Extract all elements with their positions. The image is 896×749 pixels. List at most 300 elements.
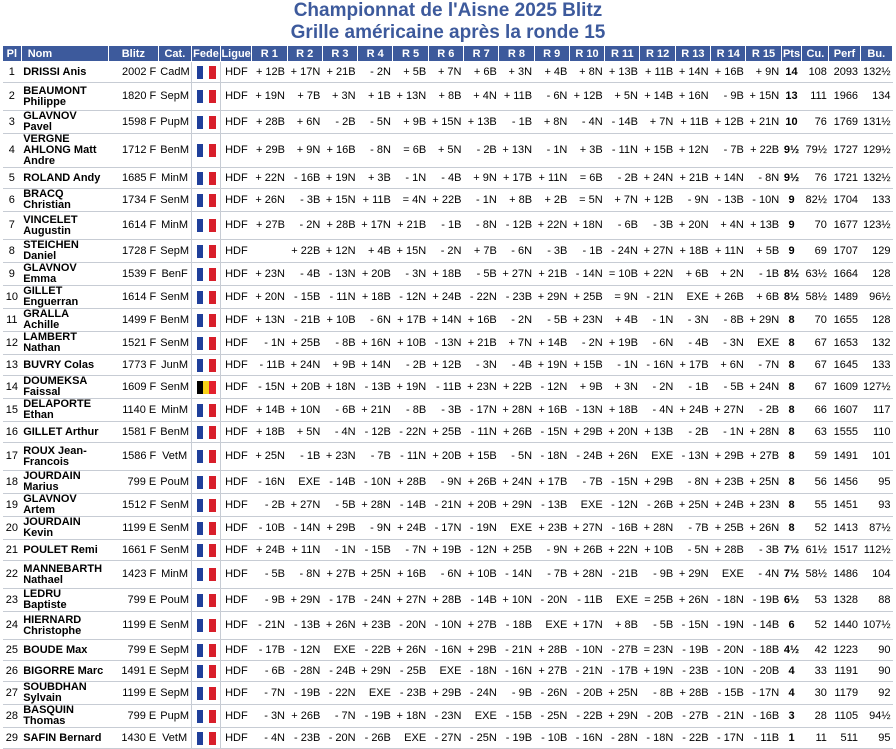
round-result: + 17N [569, 612, 604, 640]
round-result: + 22N [640, 263, 675, 286]
federation-cell [191, 111, 220, 134]
round-result: - 11B [428, 376, 463, 399]
round-result: + 11N [534, 168, 569, 189]
round-result: - 6B [322, 399, 357, 422]
round-result: + 18B [675, 240, 710, 263]
round-result: + 14N [358, 355, 393, 376]
table-row[interactable] [3, 83, 893, 111]
category: BenM [158, 134, 191, 168]
round-result: + 27N [287, 494, 322, 517]
france-flag-icon [197, 314, 216, 327]
table-row[interactable] [3, 612, 893, 640]
round-result: + 18N [393, 705, 428, 728]
place-cell: 22 [3, 561, 22, 589]
round-result: - 4N [640, 399, 675, 422]
blitz-rating: 1199 E [108, 612, 158, 640]
round-result: + 8N [534, 111, 569, 134]
cumulative: 56 [802, 471, 829, 494]
federation-cell [191, 134, 220, 168]
performance: 1609 [829, 376, 860, 399]
player-name: GILLET Enguerran [21, 286, 108, 309]
points: 1 [781, 728, 802, 749]
buchholz: 131½ [860, 111, 892, 134]
cumulative: 108 [802, 62, 829, 83]
round-result: - 13N [428, 332, 463, 355]
points: 3 [781, 705, 802, 728]
col-header-round-2[interactable]: R 2 [287, 46, 322, 62]
col-header-round-13[interactable]: R 13 [675, 46, 710, 62]
round-result: - 22B [675, 728, 710, 749]
round-result: + 4N [463, 83, 498, 111]
buchholz: 123½ [860, 212, 892, 240]
france-flag-icon [197, 144, 216, 157]
blitz-rating: 799 E [108, 589, 158, 612]
round-result: - 21N [569, 661, 604, 682]
round-result: + 28N [569, 561, 604, 589]
round-result: + 29N [605, 705, 640, 728]
league: HDF [221, 589, 252, 612]
buchholz: 110 [860, 422, 892, 443]
league: HDF [221, 309, 252, 332]
round-result: EXE [393, 728, 428, 749]
round-result: + 27N [569, 517, 604, 540]
round-result: + 18B [605, 399, 640, 422]
col-header-ligue[interactable]: Ligue [221, 47, 251, 60]
round-result: + 26B [499, 422, 534, 443]
table-row[interactable] [3, 168, 893, 189]
col-header-nom[interactable]: Nom [21, 46, 108, 62]
round-result [252, 240, 287, 263]
round-result: + 17B [534, 471, 569, 494]
round-result: - 20N [393, 612, 428, 640]
round-result: EXE [569, 494, 604, 517]
round-result: - 10B [252, 517, 287, 540]
round-result: - 9N [428, 471, 463, 494]
table-row[interactable] [3, 540, 893, 561]
league: HDF [221, 376, 252, 399]
round-result: - 12N [534, 376, 569, 399]
round-result: + 16N [675, 83, 710, 111]
table-row[interactable] [3, 399, 893, 422]
round-result: - 1B [287, 443, 322, 471]
place-cell: 2 [3, 83, 22, 111]
table-row[interactable] [3, 376, 893, 399]
table-row[interactable] [3, 134, 893, 168]
round-result: - 23B [287, 728, 322, 749]
page-subtitle: Grille américaine après la ronde 15 [290, 22, 606, 43]
performance: 1413 [829, 517, 860, 540]
round-result: - 24N [463, 682, 498, 705]
category: SenM [158, 332, 191, 355]
player-name: DELAPORTE Ethan [21, 399, 108, 422]
round-result: - 26B [640, 494, 675, 517]
round-result: - 15B [499, 705, 534, 728]
round-result: + 25N [358, 561, 393, 589]
col-header-round-3[interactable]: R 3 [322, 46, 357, 62]
player-name: VERGNE AHLONG Matt Andre [21, 134, 108, 168]
round-result: + 15N [393, 240, 428, 263]
buchholz: 128 [860, 309, 892, 332]
round-result: - 5B [252, 561, 287, 589]
blitz-rating: 1199 E [108, 517, 158, 540]
round-result: - 22N [463, 286, 498, 309]
round-result: + 13B [640, 422, 675, 443]
round-result: + 29B [640, 471, 675, 494]
round-result: + 23B [711, 471, 746, 494]
round-result: - 14N [499, 561, 534, 589]
federation-cell [191, 589, 220, 612]
points: 8½ [781, 286, 802, 309]
league: HDF [221, 189, 252, 212]
col-header-round-7[interactable]: R 7 [463, 46, 498, 62]
round-result: - 25B [393, 661, 428, 682]
buchholz: 132½ [860, 62, 892, 83]
round-result: EXE [534, 612, 569, 640]
round-result: + 22B [287, 240, 322, 263]
round-result: - 22N [322, 682, 357, 705]
col-header-round-9[interactable]: R 9 [534, 46, 569, 62]
col-header-bu[interactable]: Bu. [860, 46, 892, 62]
blitz-rating: 799 E [108, 471, 158, 494]
round-result: - 26N [534, 682, 569, 705]
points: 9½ [781, 134, 802, 168]
blitz-rating: 1728 F [108, 240, 158, 263]
cumulative: 33 [802, 661, 829, 682]
col-header-perf[interactable]: Perf [829, 46, 860, 62]
table-row[interactable] [3, 355, 893, 376]
round-result: + 10B [322, 309, 357, 332]
table-row[interactable] [3, 443, 893, 471]
round-result: + 28B [428, 589, 463, 612]
league: HDF [221, 240, 252, 263]
round-result: + 6N [711, 355, 746, 376]
round-result: - 11B [252, 355, 287, 376]
round-result: + 3B [569, 134, 604, 168]
blitz-rating: 1712 F [108, 134, 158, 168]
round-result: + 15B [569, 355, 604, 376]
cumulative: 111 [802, 83, 829, 111]
round-result: + 9N [746, 62, 781, 83]
col-header-round-15[interactable]: R 15 [746, 46, 781, 62]
table-row[interactable] [3, 661, 893, 682]
col-header-cat[interactable]: Cat. [158, 46, 191, 62]
table-row[interactable] [3, 189, 893, 212]
round-result: + 16B [463, 309, 498, 332]
round-result: + 21B [322, 62, 357, 83]
points: 9 [781, 212, 802, 240]
points: 7½ [781, 540, 802, 561]
col-header-round-5[interactable]: R 5 [393, 46, 428, 62]
round-result: + 3B [358, 168, 393, 189]
round-result: + 26B [569, 540, 604, 561]
round-result: + 13B [746, 212, 781, 240]
round-result: + 5B [393, 62, 428, 83]
round-result: + 22B [746, 134, 781, 168]
category: SepM [158, 682, 191, 705]
points: 8 [781, 422, 802, 443]
round-result: + 13B [605, 62, 640, 83]
col-header-round-11[interactable]: R 11 [605, 46, 640, 62]
round-result: + 13B [463, 111, 498, 134]
round-result: - 22B [569, 705, 604, 728]
player-name: HIERNARD Christophe [21, 612, 108, 640]
cumulative: 58½ [802, 286, 829, 309]
france-flag-icon [197, 522, 216, 535]
col-header-round-8[interactable]: R 8 [499, 46, 534, 62]
round-result: - 3N [711, 332, 746, 355]
col-header-fede[interactable]: Fede [193, 47, 219, 60]
performance: 1677 [829, 212, 860, 240]
table-row[interactable] [3, 728, 893, 749]
round-result: + 18B [358, 286, 393, 309]
blitz-rating: 1199 E [108, 682, 158, 705]
col-header-round-6[interactable]: R 6 [428, 46, 463, 62]
blitz-rating: 1140 E [108, 399, 158, 422]
col-header-pl[interactable]: Pl [3, 46, 22, 62]
category: BenM [158, 422, 191, 443]
player-name: BIGORRE Marc [21, 661, 108, 682]
round-result: - 18N [534, 443, 569, 471]
round-result: - 3B [746, 540, 781, 561]
table-row[interactable] [3, 517, 893, 540]
round-result: + 24B [393, 517, 428, 540]
round-result: EXE [463, 705, 498, 728]
round-result: + 24B [711, 494, 746, 517]
table-row[interactable] [3, 682, 893, 705]
col-header-round-1[interactable]: R 1 [252, 46, 287, 62]
federation-cell [191, 728, 220, 749]
table-row[interactable] [3, 111, 893, 134]
round-result: - 5B [534, 309, 569, 332]
round-result: - 8N [463, 212, 498, 240]
table-row[interactable] [3, 286, 893, 309]
round-result: - 10N [569, 640, 604, 661]
place-cell: 26 [3, 661, 22, 682]
round-result: + 18B [428, 263, 463, 286]
round-result: - 11B [746, 728, 781, 749]
round-result: - 12N [463, 540, 498, 561]
category: SepM [158, 640, 191, 661]
category: PouM [158, 589, 191, 612]
round-result: + 23N [746, 494, 781, 517]
table-row[interactable] [3, 62, 893, 83]
round-result: - 1N [605, 355, 640, 376]
round-result: - 1B [499, 111, 534, 134]
points: 6½ [781, 589, 802, 612]
round-result: - 14N [569, 263, 604, 286]
round-result: - 2N [499, 309, 534, 332]
buchholz: 129 [860, 240, 892, 263]
round-result: - 27N [428, 728, 463, 749]
federation-cell [191, 355, 220, 376]
round-result: - 10N [711, 661, 746, 682]
round-result: + 26N [605, 443, 640, 471]
table-row[interactable] [3, 705, 893, 728]
round-result: - 2B [463, 134, 498, 168]
round-result: + 11B [499, 83, 534, 111]
round-result: - 8N [287, 561, 322, 589]
round-result: - 8B [640, 682, 675, 705]
points: 8½ [781, 263, 802, 286]
round-result: + 27N [640, 240, 675, 263]
round-result: + 28B [534, 640, 569, 661]
page-title: Championnat de l'Aisne 2025 Blitz [293, 0, 603, 21]
performance: 1517 [829, 540, 860, 561]
round-result: - 18N [463, 661, 498, 682]
round-result: - 22B [358, 640, 393, 661]
round-result: + 28N [499, 399, 534, 422]
table-row[interactable] [3, 212, 893, 240]
round-result: - 7B [569, 471, 604, 494]
round-result: - 6N [640, 332, 675, 355]
round-result: + 27N [711, 399, 746, 422]
cumulative: 61½ [802, 540, 829, 561]
league: HDF [221, 212, 252, 240]
table-row[interactable] [3, 561, 893, 589]
round-result: - 7B [711, 134, 746, 168]
table-row[interactable] [3, 471, 893, 494]
table-row[interactable] [3, 422, 893, 443]
round-result: + 19N [640, 661, 675, 682]
round-result: - 1B [428, 212, 463, 240]
round-result: + 19B [428, 540, 463, 561]
round-result: - 3B [287, 189, 322, 212]
table-row[interactable] [3, 494, 893, 517]
round-result: + 20B [463, 494, 498, 517]
federation-cell [191, 443, 220, 471]
round-result: - 4N [322, 422, 357, 443]
player-name: LAMBERT Nathan [21, 332, 108, 355]
round-result: - 3N [393, 263, 428, 286]
round-result: - 13B [711, 189, 746, 212]
table-row[interactable] [3, 589, 893, 612]
place-cell: 10 [3, 286, 22, 309]
round-result: - 26B [358, 728, 393, 749]
round-result: - 8B [393, 399, 428, 422]
round-result: - 10N [428, 612, 463, 640]
round-result: - 11N [393, 443, 428, 471]
round-result: + 29B [428, 682, 463, 705]
round-result: - 18B [499, 612, 534, 640]
player-name: ROUX Jean-Francois [21, 443, 108, 471]
table-row[interactable] [3, 309, 893, 332]
round-result: - 2B [252, 494, 287, 517]
round-result: - 27B [675, 705, 710, 728]
cumulative: 82½ [802, 189, 829, 212]
player-name: SAFIN Bernard [21, 728, 108, 749]
round-result: + 20B [287, 376, 322, 399]
place-cell: 6 [3, 189, 22, 212]
round-result: + 18B [252, 422, 287, 443]
round-result: = 5N [569, 189, 604, 212]
col-header-cu[interactable]: Cu. [802, 46, 829, 62]
round-result: - 16N [428, 640, 463, 661]
round-result: + 27B [534, 661, 569, 682]
player-name: JOURDAIN Marius [21, 471, 108, 494]
round-result: + 14N [428, 309, 463, 332]
blitz-rating: 1598 F [108, 111, 158, 134]
cumulative: 11 [802, 728, 829, 749]
points: 9 [781, 240, 802, 263]
round-result: + 11N [711, 240, 746, 263]
round-result: + 20N [675, 212, 710, 240]
france-flag-icon [197, 291, 216, 304]
league: HDF [221, 134, 252, 168]
col-header-round-12[interactable]: R 12 [640, 46, 675, 62]
col-header-pts[interactable]: Pts [782, 47, 801, 60]
league: HDF [221, 111, 252, 134]
league: HDF [221, 540, 252, 561]
round-result: + 12N [675, 134, 710, 168]
round-result: + 24B [252, 540, 287, 561]
round-result: - 12B [499, 212, 534, 240]
round-result: + 3N [499, 62, 534, 83]
round-result: - 5B [711, 376, 746, 399]
round-result: + 11B [358, 189, 393, 212]
round-result: + 28N [358, 494, 393, 517]
round-result: - 5B [640, 612, 675, 640]
round-result: - 8N [746, 168, 781, 189]
player-name: MANNEBARTH Nathael [21, 561, 108, 589]
table-row[interactable] [3, 240, 893, 263]
table-row[interactable] [3, 263, 893, 286]
round-result: + 28B [711, 540, 746, 561]
category: CadM [158, 62, 191, 83]
round-result: + 14N [711, 168, 746, 189]
round-result: - 1N [322, 540, 357, 561]
col-header-round-14[interactable]: R 14 [711, 46, 746, 62]
player-name: BOUDE Max [21, 640, 108, 661]
category: SenM [158, 189, 191, 212]
player-name: POULET Remi [21, 540, 108, 561]
points: 4½ [781, 640, 802, 661]
round-result: - 9B [252, 589, 287, 612]
round-result: EXE [358, 682, 393, 705]
round-result: + 17N [358, 212, 393, 240]
blitz-rating: 1491 E [108, 661, 158, 682]
performance: 1704 [829, 189, 860, 212]
place-cell: 19 [3, 494, 22, 517]
place-cell: 18 [3, 471, 22, 494]
round-result: - 2N [287, 212, 322, 240]
table-row[interactable] [3, 640, 893, 661]
blitz-rating: 1773 F [108, 355, 158, 376]
round-result: + 15N [428, 111, 463, 134]
round-result: EXE [605, 589, 640, 612]
federation-cell [191, 612, 220, 640]
col-header-round-10[interactable]: R 10 [569, 46, 604, 62]
round-result: + 25B [711, 517, 746, 540]
category: PouM [158, 471, 191, 494]
round-result: - 8N [358, 134, 393, 168]
blitz-rating: 1820 F [108, 83, 158, 111]
round-result: + 17B [393, 309, 428, 332]
round-result: - 13N [322, 263, 357, 286]
performance: 1721 [829, 168, 860, 189]
table-row[interactable] [3, 332, 893, 355]
round-result: + 16B [534, 399, 569, 422]
round-result: + 5N [605, 83, 640, 111]
round-result: - 9N [358, 517, 393, 540]
col-header-blitz[interactable]: Blitz [108, 46, 158, 62]
round-result: - 20B [640, 705, 675, 728]
round-result: - 28N [287, 661, 322, 682]
blitz-rating: 1734 F [108, 189, 158, 212]
federation-cell [191, 661, 220, 682]
col-header-round-4[interactable]: R 4 [358, 46, 393, 62]
round-result: - 2B [393, 355, 428, 376]
player-name: GLAVNOV Artem [21, 494, 108, 517]
